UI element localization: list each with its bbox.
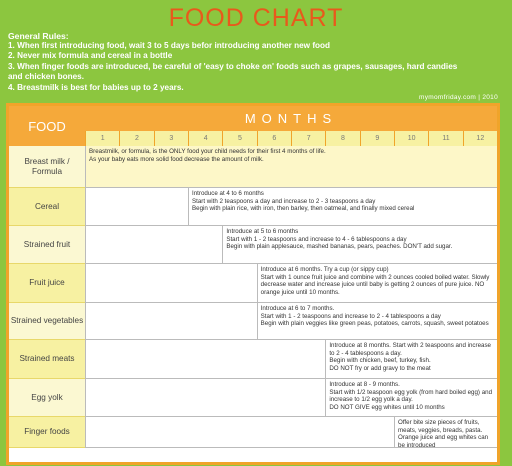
month-5: 5 (222, 131, 256, 146)
month-4: 4 (188, 131, 222, 146)
month-12: 12 (463, 131, 497, 146)
month-1: 1 (85, 131, 119, 146)
food-row (9, 379, 497, 417)
note-line: Begin with plain rice, with iron, then barley, then oatmeal, and finally mixed cereal (192, 205, 415, 213)
food-name: Egg yolk (9, 379, 85, 417)
note-line: As your baby eats more solid food decrease the amount of milk. (89, 155, 264, 163)
note-line: Start with 1/2 teaspoon egg yolk (from hard boiled egg) and increase to 1/2 egg yolk a day. (329, 388, 493, 404)
food-name: Strained meats (9, 340, 85, 379)
month-11: 11 (428, 131, 462, 146)
note-line: Begin with plain veggies like green peas, potatoes, carrots, squash, sweet potatoes (260, 320, 489, 328)
not-yet-period (86, 340, 326, 378)
food-name: Strained fruit (9, 226, 85, 264)
note-line: DO NOT GIVE egg whites until 10 months (329, 403, 445, 411)
chart-title: FOOD CHART (168, 4, 344, 32)
note-line: Orange juice and egg whites can be introduced (398, 434, 489, 449)
food-row (9, 264, 497, 303)
food-row (9, 188, 497, 226)
month-7: 7 (291, 131, 325, 146)
note-line: Introduce at 8 - 9 months. (329, 381, 400, 388)
food-row (9, 417, 497, 448)
food-timeline (85, 417, 497, 448)
food-timeline (85, 188, 497, 226)
rule-2: 2. Never mix formula and cereal in a bottle (8, 51, 173, 61)
food-timeline (85, 264, 497, 303)
site-credit: mymomfriday.com | 2010 (419, 94, 498, 101)
introduction-notes (86, 146, 497, 187)
note-line: Start with 2 teaspoons a day and increase to 2 - 3 teaspoons a day (192, 197, 376, 205)
rule-4: 4. Breastmilk is best for babies up to 2 years. (8, 82, 184, 92)
note-line: Begin with plain applesauce, mashed bananas, pears, peaches. DON'T add sugar. (226, 243, 453, 251)
note-line: DO NOT fry or add gravy to the meat (329, 364, 431, 372)
note-line: Introduce at 6 to 7 months. (260, 305, 335, 312)
not-yet-period (86, 188, 189, 225)
note-line: Introduce at 8 months. Start with 2 teaspoons and increase to 2 - 4 tablespoons a day. (329, 342, 491, 357)
rule-1: 1. When first introducing food, wait 3 to 5 days befor introducing another new food (8, 41, 331, 50)
note-line: Introduce at 5 to 6 months (226, 228, 299, 235)
rule-3-continued: and chicken bones. (8, 72, 84, 82)
general-rules (8, 31, 508, 93)
note-line: Breastmilk, or formula, is the ONLY food your child needs for their first 4 months of life. (89, 148, 326, 155)
month-10: 10 (394, 131, 428, 146)
note-line: Start with 1 - 2 teaspoons and increase to 4 - 6 tablespoons a day (226, 235, 407, 243)
not-yet-period (86, 379, 326, 416)
note-line: Offer bite size pieces of fruits, meats, veggies, breads, pasta. (398, 419, 483, 434)
food-name: Finger foods (9, 417, 85, 448)
food-row (9, 226, 497, 264)
month-6: 6 (257, 131, 291, 146)
note-line: Introduce at 4 to 6 months (192, 190, 264, 197)
food-timeline (85, 379, 497, 417)
months-header: MONTHS (85, 106, 497, 131)
not-yet-period (86, 303, 258, 339)
introduction-notes (395, 417, 497, 447)
not-yet-period (86, 226, 223, 263)
rules-heading: General Rules: (8, 31, 69, 41)
not-yet-period (86, 264, 258, 302)
food-row (9, 146, 497, 188)
food-column-header: FOOD (9, 106, 85, 146)
food-timeline (85, 146, 497, 188)
food-row (9, 303, 497, 340)
introduction-notes (223, 226, 497, 263)
note-line: Start with 1 - 2 teaspoons and increase to 2 - 4 tablespoons a day (260, 312, 441, 320)
introduction-notes (258, 264, 497, 302)
food-chart-table (6, 103, 500, 465)
month-8: 8 (325, 131, 359, 146)
note-line: Introduce at 6 months. Try a cup (or sippy cup) (260, 266, 389, 273)
food-timeline (85, 226, 497, 264)
introduction-notes (258, 303, 497, 339)
introduction-notes (326, 379, 497, 416)
food-timeline (85, 303, 497, 340)
month-3: 3 (154, 131, 188, 146)
note-line: Start with 1 ounce fruit juice and combine with 2 ounces cooled boiled water. Slowly decrease water and increase juice until baby is getting 2 ounces of pure juice. NO orange juice until 10 months. (260, 273, 490, 296)
month-2: 2 (119, 131, 153, 146)
food-name: Fruit juice (9, 264, 85, 303)
note-line: Begin with chicken, beef, turkey, fish. (329, 357, 431, 365)
introduction-notes (326, 340, 497, 378)
food-name: Breast milk / Formula (9, 146, 85, 188)
food-name: Strained vegetables (9, 303, 85, 340)
not-yet-period (86, 417, 395, 447)
food-name: Cereal (9, 188, 85, 226)
month-9: 9 (360, 131, 394, 146)
food-timeline (85, 340, 497, 379)
introduction-notes (189, 188, 497, 225)
rule-3: 3. When finger foods are introduced, be careful of 'easy to choke on' foods such as grapes, sausages, hard candies (8, 61, 458, 71)
food-row (9, 340, 497, 379)
